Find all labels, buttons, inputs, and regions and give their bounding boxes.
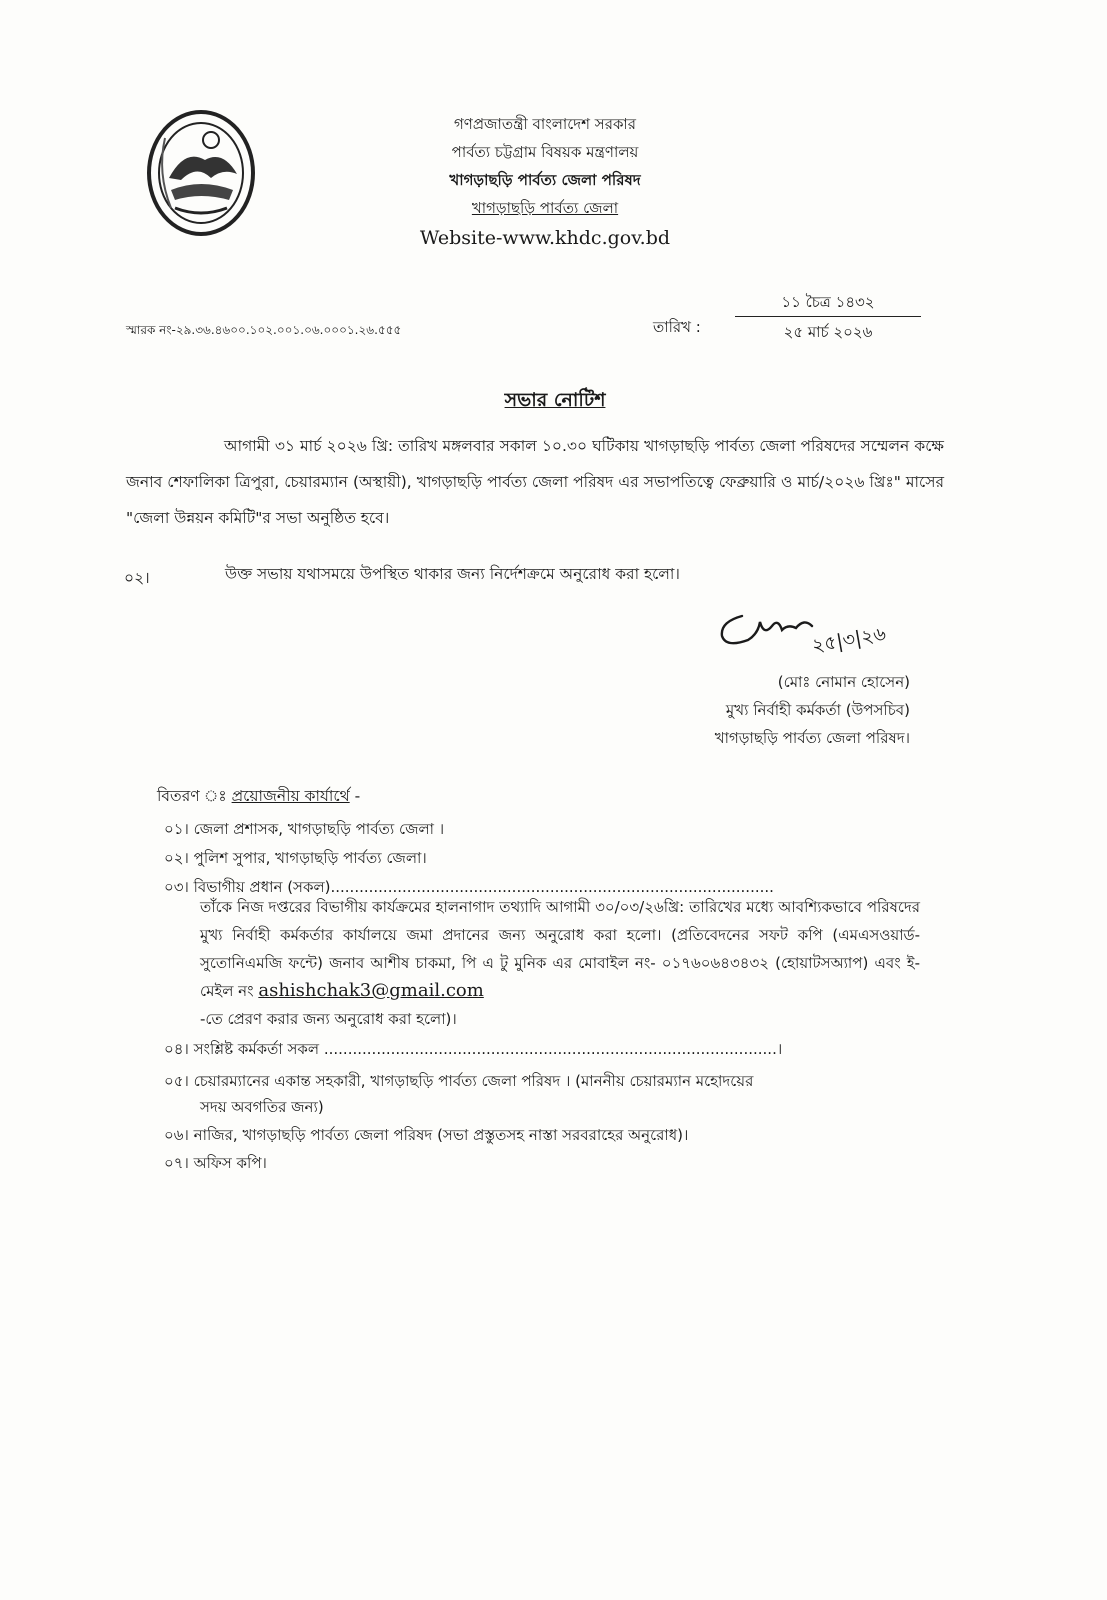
header-ministry: পার্বত্য চট্টগ্রাম বিষয়ক মন্ত্রণালয় [451,143,639,161]
paragraph-1-text: আগামী ৩১ মার্চ ২০২৬ খ্রি: তারিখ মঙ্গলবার সকাল ১০.৩০ ঘটিকায় খাগড়াছড়ি পার্বত্য জেলা পরিষদের সম্মেলন কক্ষে জনাব শেফালিকা ত্রিপুরা, চেয়ারম্যান (অস্থায়ী), খাগড়াছড়ি পার্বত্য জেলা পরিষদ এর সভাপতিত্বে ফেব্রুয়ারি ও মার্চ/২০২৬ খ্রিঃ" মাসের "জেলা উন্নয়ন কমিটি"র সভা অনুষ্ঠিত হবে। [126,437,944,527]
paragraph-2-number: ০২। [124,569,150,587]
signer-block [640,668,910,752]
header-website: Website-www.khdc.gov.bd [419,227,671,249]
signer-designation: মুখ্য নির্বাহী কর্মকর্তা (উপসচিব) [725,701,910,719]
distribution-item-3: ০৩। বিভাগীয় প্রধান (সকল)............................................................................................. [164,878,774,896]
distribution-item-6: ০৬। নাজির, খাগড়াছড়ি পার্বত্য জেলা পরিষদ (সভা প্রস্তুতসহ নাস্তা সরবরাহের অনুরোধ)। [164,1126,689,1144]
distribution-item-5-cont: সদয় অবগতির জন্য) [200,1098,324,1116]
header-district: খাগড়াছড়ি পার্বত্য জেলা [471,199,619,217]
date-gregorian: ২৫ মার্চ ২০২৬ [783,323,873,341]
distribution-item-1: ০১। জেলা প্রশাসক, খাগড়াছড়ি পার্বত্য জেলা । [164,820,445,838]
header-office: খাগড়াছড়ি পার্বত্য জেলা পরিষদ [449,171,641,189]
signer-office: খাগড়াছড়ি পার্বত্য জেলা পরিষদ। [714,729,910,747]
distribution-item-3-detail: তাঁকে নিজ দপ্তরের বিভাগীয় কার্যক্রমের হালনাগাদ তথ্যাদি আগামী ৩০/০৩/২৬খ্রি: তারিখের মধ্যে আবশ্যিকভাবে পরিষদের মুখ্য নির্বাহী কর্মকর্তার কার্যালয়ে জমা প্রদানের জন্য অনুরোধ করা হলো। (প্রতিবেদনের সফট কপি (এমএসওয়ার্ড-সুতোনিএমজি ফন্টে) জনাব আশীষ চাকমা, পি এ টু মুনিক এর মোবাইল নং- ০১৭৬০৬৪৩৪৩২ (হোয়াটসঅ্যাপ) এবং ই-মেইল নং ashishchak3@gmail.com -তে প্রেরণ করার জন্য অনুরোধ করা হলো)। [200,898,920,1028]
memo-number: স্মারক নং-২৯.৩৬.৪৬০০.১০২.০০১.০৬.০০০১.২৬.৫৫৫ [126,323,402,337]
notice-paragraph-1 [126,428,944,536]
date-label: তারিখ : [653,318,701,336]
contact-email[interactable]: ashishchak3@gmail.com [258,980,484,1001]
distribution-item-5: ০৫। চেয়ারম্যানের একান্ত সহকারী, খাগড়াছড়ি পার্বত্য জেলা পরিষদ । (মাননীয় চেয়ারম্যান মহোদয়ের [164,1072,754,1090]
notice-title: সভার নোটিশ [504,389,606,411]
date-bangla: ১১ চৈত্র ১৪৩২ [735,290,921,317]
government-seal-icon [145,108,257,238]
distribution-item-2: ০২। পুলিশ সুপার, খাগড়াছড়ি পার্বত্য জেলা। [164,849,427,867]
header-government: গণপ্রজাতন্ত্রী বাংলাদেশ সরকার [453,115,637,133]
date-block [735,290,921,345]
distribution-item-4: ০৪। সংশ্লিষ্ট কর্মকর্তা সকল ...............................................................................................। [164,1040,783,1058]
signature-date: ২৫|৩|২৬ [810,622,888,658]
letterhead [380,110,710,254]
distribution-item-7: ০৭। অফিস কপি। [164,1154,267,1172]
signer-name: (মোঃ নোমান হোসেন) [777,673,910,691]
notice-paragraph-2: উক্ত সভায় যথাসময়ে উপস্থিত থাকার জন্য নির্দেশক্রমে অনুরোধ করা হলো। [225,565,680,583]
distribution-heading: বিতরণ ঃ প্রয়োজনীয় কার্যার্থে - [157,787,361,805]
